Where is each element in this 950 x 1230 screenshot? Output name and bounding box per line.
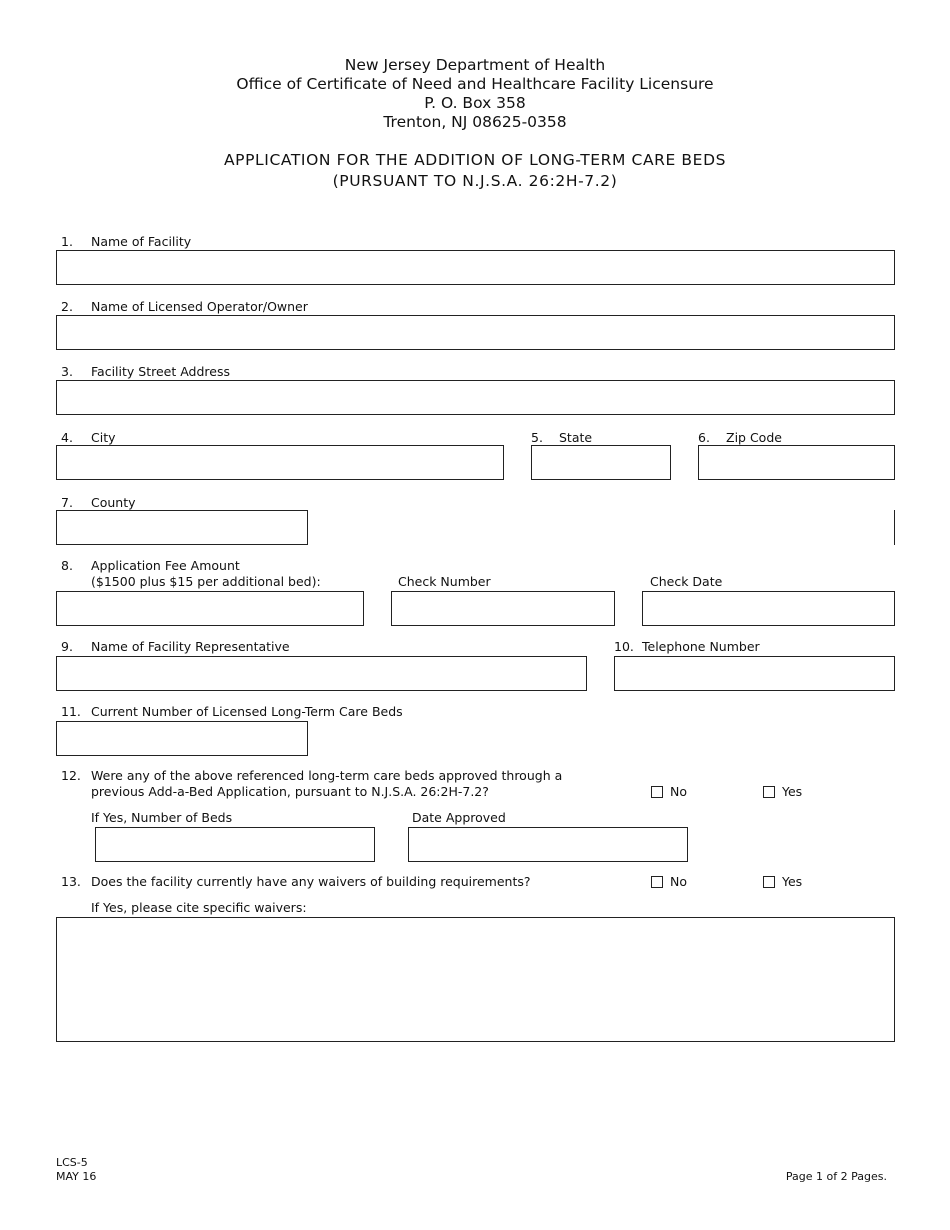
field-number: 8. (61, 558, 73, 573)
number-of-beds-label: If Yes, Number of Beds (91, 810, 233, 825)
check-date-label: Check Date (650, 574, 723, 589)
licensed-beds-label: Current Number of Licensed Long-Term Care Beds (91, 704, 403, 719)
add-a-bed-no-checkbox[interactable] (651, 786, 663, 798)
waivers-yes-checkbox[interactable] (763, 876, 775, 888)
field-number: 1. (61, 234, 73, 249)
add-a-bed-yes-label: Yes (782, 784, 803, 799)
add-a-bed-question: Were any of the above referenced long-term care beds approved through a (91, 768, 563, 783)
field-number: 5. (531, 430, 543, 445)
telephone-field[interactable] (614, 656, 895, 691)
date-approved-field[interactable] (408, 827, 688, 862)
facility-name-field[interactable] (56, 250, 895, 285)
waivers-yes-label: Yes (782, 874, 803, 889)
form-date: MAY 16 (56, 1170, 97, 1183)
city-zip: Trenton, NJ 08625-0358 (383, 113, 567, 131)
facility-name-label: Name of Facility (91, 234, 192, 249)
field-number: 7. (61, 495, 73, 510)
waivers-no-checkbox[interactable] (651, 876, 663, 888)
add-a-bed-no-label: No (670, 784, 687, 799)
check-number-label: Check Number (398, 574, 491, 589)
form-title: APPLICATION FOR THE ADDITION OF LONG-TERM CARE BEDS (223, 151, 727, 169)
waivers-textarea[interactable] (56, 917, 895, 1042)
field-number: 2. (61, 299, 73, 314)
date-approved-label: Date Approved (412, 810, 506, 825)
agency-name: New Jersey Department of Health (344, 56, 606, 74)
field-number: 13. (61, 874, 81, 889)
check-number-field[interactable] (391, 591, 615, 626)
representative-field[interactable] (56, 656, 587, 691)
office-name: Office of Certificate of Need and Healthcare Facility Licensure (236, 75, 714, 93)
county-label: County (91, 495, 136, 510)
operator-owner-label: Name of Licensed Operator/Owner (91, 299, 308, 314)
application-fee-label: Application Fee Amount (91, 558, 240, 573)
page-indicator: Page 1 of 2 Pages. (785, 1170, 887, 1183)
po-box: P. O. Box 358 (424, 94, 526, 112)
field-number: 10. (614, 639, 634, 654)
waivers-question: Does the facility currently have any waivers of building requirements? (91, 874, 531, 889)
field-number: 6. (698, 430, 710, 445)
field-number: 9. (61, 639, 73, 654)
field-number: 11. (61, 704, 81, 719)
application-fee-field[interactable] (56, 591, 364, 626)
operator-owner-field[interactable] (56, 315, 895, 350)
application-fee-note: ($1500 plus $15 per additional bed): (91, 574, 321, 589)
state-label: State (559, 430, 593, 445)
street-address-field[interactable] (56, 380, 895, 415)
city-label: City (91, 430, 116, 445)
add-a-bed-yes-checkbox[interactable] (763, 786, 775, 798)
waivers-no-label: No (670, 874, 687, 889)
field-number: 12. (61, 768, 81, 783)
form-id: LCS-5 (56, 1156, 88, 1169)
form-subtitle: (PURSUANT TO N.J.S.A. 26:2H-7.2) (332, 172, 618, 190)
state-field[interactable] (531, 445, 671, 480)
waivers-cite-label: If Yes, please cite specific waivers: (91, 900, 307, 915)
telephone-label: Telephone Number (642, 639, 760, 654)
representative-label: Name of Facility Representative (91, 639, 290, 654)
field-number: 3. (61, 364, 73, 379)
street-address-label: Facility Street Address (91, 364, 231, 379)
number-of-beds-field[interactable] (95, 827, 375, 862)
county-field[interactable] (56, 510, 308, 545)
divider (894, 510, 895, 545)
city-field[interactable] (56, 445, 504, 480)
check-date-field[interactable] (642, 591, 895, 626)
zip-code-label: Zip Code (726, 430, 782, 445)
field-number: 4. (61, 430, 73, 445)
zip-code-field[interactable] (698, 445, 895, 480)
add-a-bed-question-cont: previous Add-a-Bed Application, pursuant to N.J.S.A. 26:2H-7.2? (91, 784, 489, 799)
licensed-beds-field[interactable] (56, 721, 308, 756)
